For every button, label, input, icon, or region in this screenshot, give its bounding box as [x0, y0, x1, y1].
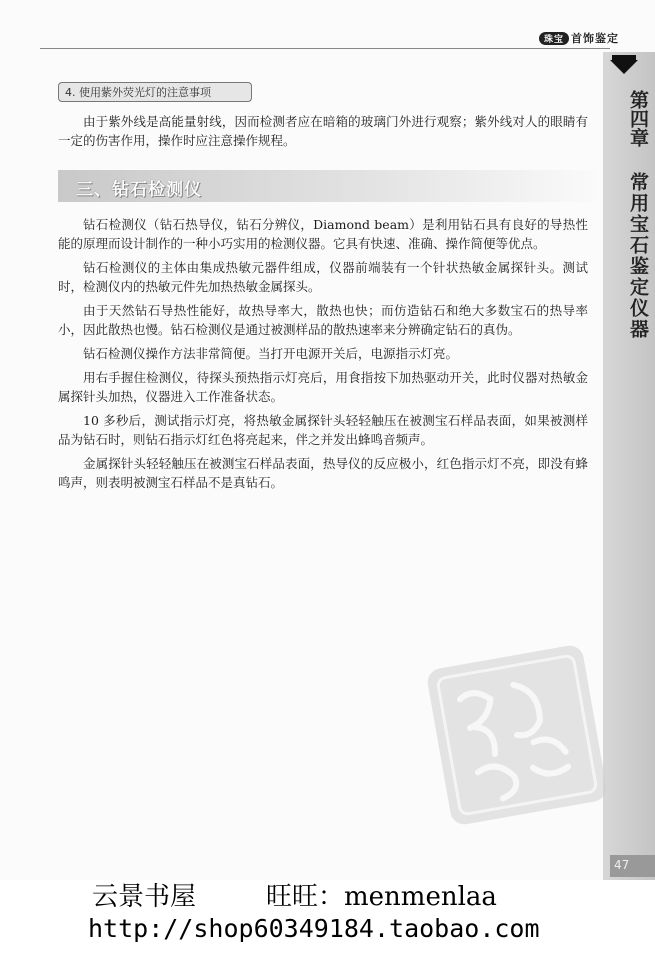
header-rule: [40, 48, 610, 49]
section-title: 三、钻石检测仪: [76, 180, 202, 200]
header-badge: 珠宝: [539, 32, 569, 45]
header-title: 首饰鉴定: [571, 32, 619, 45]
footer-url: http://shop60349184.taobao.com: [88, 914, 540, 943]
shop-name: 云景书屋: [92, 882, 197, 912]
paragraph: 钻石检测仪（钻石热导仪，钻石分辨仪，Diamond beam）是利用钻石具有良好的导热性能的原理而设计制作的一种小巧实用的检测仪器。它具有快速、准确、操作简便等优点。: [58, 217, 588, 251]
subsection-body: [58, 112, 588, 155]
paragraph: 钻石检测仪操作方法非常简便。当打开电源开关后，电源指示灯亮。: [83, 346, 459, 361]
paragraph: 用右手握住检测仪，待探头预热指示灯亮后，用食指按下加热驱动开关，此时仪器对热敏金属探针头加热，仪器进入工作准备状态。: [58, 370, 588, 404]
running-header: [539, 30, 619, 46]
seal-stamp-icon: [419, 637, 616, 834]
page-number: 47: [614, 858, 630, 872]
paragraph: 金属探针头轻轻触压在被测宝石样品表面，热导仪的反应极小，红色指示灯不亮，即没有蜂鸣声，则表明被测宝石样品不是真钻石。: [58, 456, 588, 490]
chapter-title: 常用宝石鉴定仪器: [627, 172, 649, 340]
chapter-label: 第四章: [627, 90, 649, 147]
shop-contact: 旺旺：menmenlaa: [266, 882, 497, 912]
gem-icon: [610, 60, 638, 74]
paragraph: 由于天然钻石导热性能好，故热导率大，散热也快；而仿造钻石和绝大多数宝石的热导率小，因此散热也慢。钻石检测仪是通过被测样品的散热速率来分辨确定钻石的真伪。: [58, 303, 588, 337]
subsection-heading: 4. 使用紫外荧光灯的注意事项: [58, 82, 252, 102]
paragraph: 钻石检测仪的主体由集成热敏元器件组成，仪器前端装有一个针状热敏金属探针头。测试时，检测仪内的热敏元件先加热热敏金属探头。: [58, 260, 588, 294]
paragraph: 由于紫外线是高能量射线，因而检测者应在暗箱的玻璃门外进行观察；紫外线对人的眼睛有一定的伤害作用，操作时应注意操作规程。: [58, 114, 588, 148]
section-body: [58, 215, 588, 497]
footer-watermark-line-1: [92, 876, 497, 913]
paragraph: 10 多秒后，测试指示灯亮，将热敏金属探针头轻轻触压在被测宝石样品表面，如果被测样品为钻石时，则钻石指示灯红色将亮起来，伴之并发出蜂鸣音频声。: [58, 413, 588, 447]
